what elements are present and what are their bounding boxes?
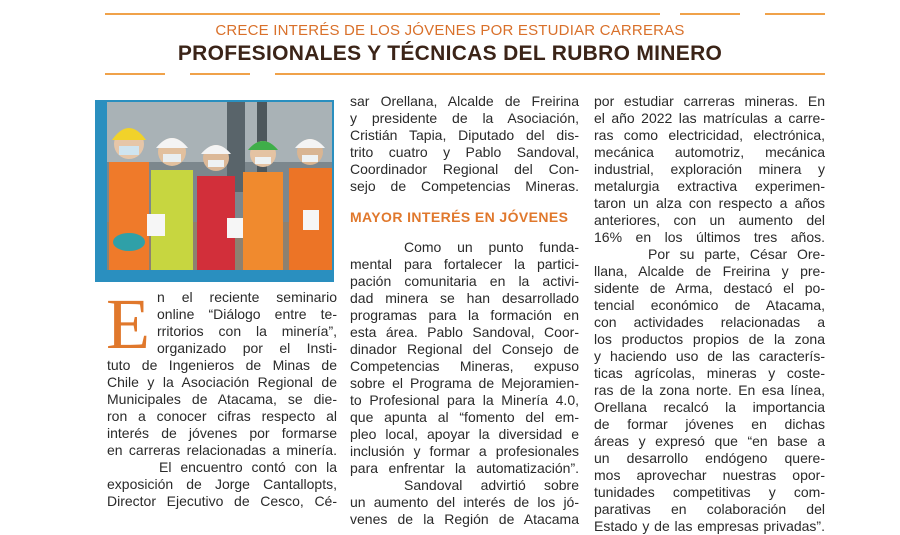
article-kicker: CRECE INTERÉS DE LOS JÓVENES POR ESTUDIAR CARRERAS: [215, 22, 685, 39]
text-line: El encuentro contó con la: [159, 459, 337, 475]
text-line: el año 2022 las matrículas a carre-: [594, 110, 825, 126]
top-rule-left: [105, 13, 660, 15]
text-line: los productos propios de la zona: [594, 331, 825, 347]
text-line: inclusión y formar a profesionales: [350, 443, 579, 459]
article-headline: PROFESIONALES Y TÉCNICAS DEL RUBRO MINERO: [177, 42, 723, 65]
text-line: Orellana recalcó la importancia: [594, 399, 825, 415]
text-line: de formar jóvenes en dichas: [594, 416, 825, 432]
text-line: pleo local, apoyar la diversidad e: [350, 426, 579, 442]
text-line: tuto de Ingenieros de Minas de: [107, 357, 337, 373]
text-line: áreas y expresó que “en base a: [594, 433, 825, 449]
text-line: anteriores, con un aumento del: [594, 212, 825, 228]
text-line: 16% en los últimos tres años.: [594, 229, 825, 245]
text-line: Cristián Tapia, Diputado del dis-: [350, 127, 579, 143]
text-line: y haciendo uso de las caracterís-: [594, 348, 825, 364]
text-line: y presidente de la Asociación,: [350, 110, 579, 126]
text-line: ron a conocer cifras respecto al: [107, 408, 337, 424]
text-line: que apunta al “fomento del em-: [350, 409, 579, 425]
text-line: ticas agrícolas, mineras y coste-: [594, 365, 825, 381]
article-photo-frame: [95, 100, 334, 282]
text-line: para enfrentar la automatización”.: [350, 460, 579, 476]
text-line: Competencias Mineras, expuso: [350, 358, 579, 374]
text-line: en carreras relacionadas a minería.: [107, 442, 337, 458]
text-line: exposición de Jorge Cantallopts,: [107, 476, 337, 492]
top-rule-right: [765, 13, 825, 15]
text-line: con actividades relacionadas a: [594, 314, 825, 330]
text-line: Estado y de las empresas privadas”.: [594, 518, 825, 534]
text-line: tunidades competitivas y com-: [594, 484, 825, 500]
text-line: Como un punto funda-: [404, 239, 579, 255]
bottom-rule-left: [105, 73, 165, 75]
text-line: llana, Alcalde de Freirina y pre-: [594, 263, 825, 279]
article-column-3: [594, 93, 825, 535]
bottom-rule-mid: [190, 73, 250, 75]
text-line: rritorios con la minería”,: [157, 323, 337, 339]
text-line: Chile y la Asociación Regional de: [107, 374, 337, 390]
text-line: industrial, exploración minera y: [594, 161, 825, 177]
text-line: sobre el Programa de Mejoramien-: [350, 375, 579, 391]
text-line: ras de la zona norte. En esa línea,: [594, 382, 825, 398]
text-line: Director Ejecutivo de Cesco, Cé-: [107, 493, 337, 509]
text-line: dad minera se han desarrollado: [350, 290, 579, 306]
text-line: Coordinador Regional del Con-: [350, 161, 579, 177]
text-line: trito cuatro y Pablo Sandoval,: [350, 144, 579, 160]
text-line: mecánica automotriz, mecánica: [594, 144, 825, 160]
text-line: mos aprovechar nuestras opor-: [594, 467, 825, 483]
text-line: sejo de Competencias Mineras.: [350, 178, 579, 194]
text-line: Sandoval advirtió sobre: [404, 477, 579, 493]
text-line: interés de jóvenes por formarse: [107, 425, 337, 441]
text-line: pación comunitaria en la activi-: [350, 273, 579, 289]
bottom-rule-right: [275, 73, 825, 75]
article-photo: [107, 102, 332, 270]
text-line: metalurgia extractiva experimen-: [594, 178, 825, 194]
text-line: n el reciente seminario: [157, 289, 337, 305]
top-rule-mid: [680, 13, 740, 15]
article-column-1: [106, 284, 337, 510]
text-line: mental para fortalecer la partici-: [350, 256, 579, 272]
text-line: to Profesional para la Minería 4.0,: [350, 392, 579, 408]
text-line: online “Diálogo entre te-: [157, 306, 337, 322]
text-line: por estudiar carreras mineras. En: [594, 93, 825, 109]
text-line: parativas en colaboración del: [594, 501, 825, 517]
text-line: programas para la formación en: [350, 307, 579, 323]
text-line: tencial económico de Atacama,: [594, 297, 825, 313]
mine-workers-photo: [107, 102, 332, 270]
text-line: un aumento del interés de los jó-: [350, 494, 579, 510]
section-subheading: MAYOR INTERÉS EN JÓVENES: [350, 209, 569, 225]
text-line: Municipales de Atacama, se die-: [107, 391, 337, 407]
text-line: sar Orellana, Alcalde de Freirina: [350, 93, 579, 109]
text-line: un desarrollo endógeno quere-: [594, 450, 825, 466]
text-line: dinador Regional del Consejo de: [350, 341, 579, 357]
text-line: esta área. Pablo Sandoval, Coor-: [350, 324, 579, 340]
text-line: Por su parte, César Ore-: [648, 246, 825, 262]
text-line: venes de la Región de Atacama: [350, 511, 579, 527]
text-line: sidente de Arma, destacó el po-: [594, 280, 825, 296]
text-line: taron un alza con respecto a años: [594, 195, 825, 211]
article-column-2: [350, 93, 579, 528]
text-line: organizado por el Insti-: [157, 340, 337, 356]
drop-cap: E: [106, 284, 150, 364]
text-line: ras como electricidad, electrónica,: [594, 127, 825, 143]
